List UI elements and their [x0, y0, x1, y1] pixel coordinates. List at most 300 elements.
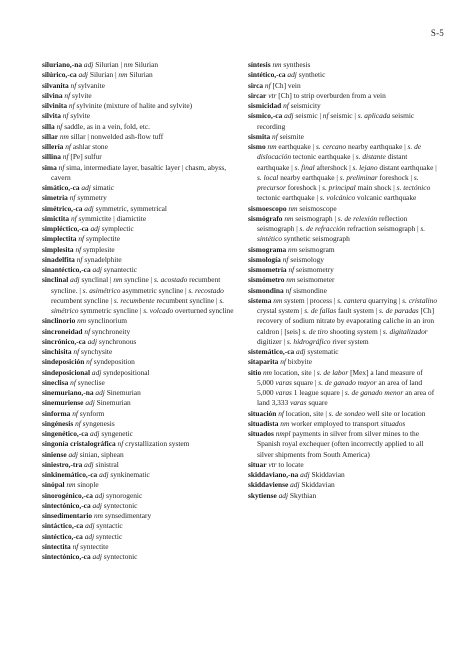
entry-text: volcanic earthquake: [355, 193, 417, 203]
dictionary-entry: [42, 132, 234, 142]
entry-italic-text: adj: [88, 224, 100, 233]
entry-text: bixbyite: [286, 357, 313, 367]
dictionary-entry: [42, 419, 234, 429]
entry-headword: situar: [248, 459, 267, 469]
dictionary-entry: [248, 265, 440, 275]
entry-italic-text: adj: [97, 470, 109, 479]
entry-headword: silvita: [42, 111, 61, 121]
entry-italic-text: nf: [60, 152, 69, 162]
dictionary-entry: [248, 286, 440, 296]
dictionary-entry: [42, 460, 234, 470]
dictionary-entry: [42, 183, 234, 193]
entry-headword: sismicidad: [248, 101, 282, 110]
entry-text: tectonic earthquake |: [291, 152, 356, 162]
entry-italic-text: s. de dislocación: [257, 142, 422, 162]
entry-italic-text: nf: [67, 193, 76, 203]
dictionary-entry: [42, 265, 234, 275]
dictionary-entry: [42, 429, 234, 439]
dictionary-entry: [248, 91, 440, 101]
entry-text: [Pe] sulfur: [68, 152, 102, 162]
entry-text: worker employed to transport: [289, 418, 381, 428]
entry-italic-text: adj: [90, 265, 102, 274]
entry-text: recumbent syncline |: [154, 295, 220, 305]
entry-text: sylvite: [68, 111, 91, 121]
entry-headword: sitaparita: [248, 357, 279, 367]
entry-headword: simetría: [42, 193, 68, 203]
entry-italic-text: nf: [54, 121, 63, 131]
entry-text: 1 league square |: [291, 388, 345, 397]
entry-italic-text: s. lejano: [352, 162, 378, 172]
entry-headword: sima: [42, 162, 57, 172]
entry-text: syntectonic: [101, 500, 138, 510]
entry-text: systematic: [305, 347, 339, 356]
dictionary-entry: [42, 70, 234, 80]
entry-text: syneclise: [75, 377, 105, 387]
entry-italic-text: s. recostado: [188, 285, 224, 295]
entry-italic-text: nm: [265, 142, 277, 151]
entry-text: square |: [291, 377, 319, 387]
entry-headword: sinorogénico,-ca: [42, 490, 93, 500]
entry-italic-text: s. local: [257, 172, 279, 182]
entry-headword: sismita: [248, 131, 271, 141]
entry-italic-text: adj: [82, 459, 94, 469]
dictionary-entry: [42, 409, 234, 419]
entry-text: simatic: [90, 183, 115, 192]
entry-headword: sillina: [42, 152, 61, 162]
entry-text: distant earthquake |: [257, 152, 408, 172]
dictionary-entry: [42, 337, 234, 347]
entry-italic-text: nf: [73, 244, 82, 254]
entry-headword: sismometría: [248, 265, 287, 274]
entry-text: quarrying |: [366, 295, 403, 305]
entry-text: symplectite: [84, 234, 121, 244]
dictionary-entry: [248, 357, 440, 367]
entry-italic-text: s. cantera: [337, 295, 367, 305]
entry-headword: sinemuriense: [42, 398, 84, 408]
dictionary-entry: [248, 142, 440, 204]
dictionary-entry: [42, 368, 234, 378]
entry-headword: simétrico,-ca: [42, 203, 83, 213]
dictionary-entry: [42, 511, 234, 521]
entry-italic-text: adj: [276, 490, 289, 500]
entry-italic-text: vtr: [266, 459, 277, 469]
entry-headword: sismología: [248, 254, 281, 264]
entry-italic-text: nm: [284, 275, 296, 285]
entry-italic-text: s. sintético: [257, 224, 426, 244]
entry-headword: sinópal: [42, 480, 65, 490]
entry-headword: sinclinorio: [42, 316, 76, 326]
dictionary-entry: [42, 255, 234, 265]
entry-italic-text: s. de ganado menor: [344, 388, 404, 397]
dictionary-entry: [42, 480, 234, 490]
entry-text: symmetry: [75, 193, 107, 203]
entry-headword: sinchisita: [42, 347, 72, 356]
entry-italic-text: s. de labor: [316, 367, 349, 377]
entry-text: fault system |: [336, 306, 380, 315]
entry-text: nearby earthquake |: [278, 172, 340, 182]
entry-text: Silurian: [132, 60, 159, 69]
entry-headword: sinclinal: [42, 275, 69, 285]
entry-headword: sitio: [248, 367, 262, 377]
entry-italic-text: adj: [68, 275, 80, 285]
entry-italic-text: s. final: [294, 162, 315, 172]
entry-text: seismicity: [288, 101, 321, 110]
entry-text: location, site |: [283, 408, 329, 418]
entry-text: synorogenic: [104, 490, 143, 500]
entry-text: an area of land 3,333: [257, 388, 435, 408]
entry-text: sylvanite: [76, 80, 105, 90]
entry-italic-text: nf: [74, 254, 83, 264]
entry-italic-text: adj: [90, 367, 102, 377]
entry-text: seismic |: [328, 111, 358, 121]
entry-text: seismoscope: [297, 203, 337, 213]
entry-italic-text: nf: [286, 265, 295, 274]
dictionary-entry: [42, 163, 234, 184]
entry-text: Sinemurian: [104, 388, 141, 397]
entry-italic-text: s. de paradas: [379, 306, 419, 315]
entry-text: recumbent syncline. |: [51, 275, 221, 295]
entry-headword: sindeposicional: [42, 367, 91, 377]
dictionary-entry: [42, 521, 234, 531]
entry-italic-text: adj: [282, 111, 294, 121]
entry-headword: sincroneidad: [42, 326, 83, 336]
entry-text: synchronous: [97, 336, 137, 346]
entry-italic-text: nf: [68, 377, 76, 387]
entry-italic-text: nf: [63, 142, 71, 151]
entry-italic-text: adj: [285, 70, 297, 80]
dictionary-entry: [42, 388, 234, 398]
dictionary-entry: [42, 111, 234, 121]
entry-text: seismic |: [293, 111, 323, 121]
entry-italic-text: varas: [290, 398, 307, 408]
entry-text: seismite: [277, 131, 304, 141]
dictionary-entry: [248, 480, 440, 490]
entry-italic-text: s. de ganado mayor: [318, 377, 377, 387]
entry-italic-text: nm: [286, 244, 298, 254]
entry-italic-text: s. volcado: [143, 306, 174, 315]
entry-italic-text: s. de tiro: [302, 326, 329, 336]
entry-italic-text: nm: [118, 70, 128, 80]
entry-text: [Ch] recovery of sodium nitrate by evaporating caliche in an iron caldron | [seis]: [257, 306, 435, 336]
entry-italic-text: nm: [58, 131, 69, 141]
dictionary-entry: [42, 439, 234, 449]
entry-text: earthquake |: [276, 142, 317, 151]
entry-text: syncline |: [122, 275, 155, 285]
entry-italic-text: nf: [67, 101, 75, 110]
entry-headword: sísmico,-ca: [248, 111, 283, 121]
entry-italic-text: s. precursor: [257, 172, 419, 192]
entry-text: tectonic earthquake |: [257, 193, 320, 203]
entry-text: well site or location: [365, 408, 426, 418]
entry-headword: sindeposición: [42, 357, 85, 367]
entry-italic-text: nf: [70, 408, 78, 418]
entry-text: synform: [77, 408, 105, 418]
entry-italic-text: nf: [71, 347, 80, 356]
entry-italic-text: s. simétrico: [51, 295, 225, 315]
entry-text: Skiddavian: [309, 470, 345, 479]
entry-text: seismometer: [295, 275, 335, 285]
entry-headword: sintáctico,-ca: [42, 521, 84, 531]
entry-italic-text: nf: [270, 131, 278, 141]
dictionary-entry: [42, 60, 234, 70]
entry-headword: sinadelfita: [42, 254, 75, 264]
dictionary-entry: [248, 111, 440, 132]
dictionary-entry: [42, 450, 234, 460]
entry-italic-text: adj: [66, 449, 78, 459]
entry-italic-text: nm: [123, 60, 133, 69]
entry-headword: sintéctico,-ca: [42, 531, 83, 541]
entry-text: seismology: [288, 254, 324, 264]
dictionary-entry: [42, 81, 234, 91]
entry-text: synantectic: [101, 265, 138, 274]
entry-italic-text: adj: [76, 70, 88, 80]
dictionary-entry: [42, 347, 234, 357]
page-number: S-5: [430, 28, 444, 38]
entry-text: seismograph |: [293, 213, 338, 223]
entry-headword: sismondina: [248, 285, 284, 295]
entry-headword: silvinita: [42, 101, 68, 110]
dictionary-entry: [248, 429, 440, 460]
entry-text: payments in silver from silver mines to the Spanish royal exchequer (often incorrectly applied to all silver shipments from South America): [257, 429, 424, 459]
entry-text: syndepositional: [101, 367, 150, 377]
dictionary-entry: [42, 234, 234, 244]
entry-headword: simictita: [42, 213, 70, 223]
dictionary-entry: [248, 409, 440, 419]
entry-italic-text: s. cercano: [316, 142, 347, 151]
entry-italic-text: nf: [84, 357, 92, 367]
entry-italic-text: nm: [92, 511, 103, 520]
entry-text: distant earthquake |: [377, 162, 437, 172]
entry-italic-text: nf: [62, 90, 71, 100]
dictionary-entry: [42, 275, 234, 316]
entry-headword: silvina: [42, 90, 63, 100]
entry-headword: sismómetro: [248, 275, 285, 285]
entry-italic-text: s. volcánico: [319, 193, 356, 203]
entry-italic-text: nf: [69, 213, 77, 223]
dictionary-entry: [248, 368, 440, 409]
entry-italic-text: adj: [88, 429, 100, 438]
entry-italic-text: varas: [275, 377, 292, 387]
entry-text: shooting system |: [328, 326, 383, 336]
entry-italic-text: adj: [93, 388, 105, 397]
entry-italic-text: nf: [56, 162, 65, 172]
entry-text: [Ch] to strip overburden from a vein: [276, 90, 386, 100]
dictionary-entry: [42, 316, 234, 326]
entry-headword: sinforma: [42, 408, 71, 418]
entry-text: square: [306, 398, 328, 408]
entry-text: foreshock |: [285, 183, 323, 192]
entry-text: recumbent syncline |: [51, 295, 114, 305]
dictionary-entry: [42, 532, 234, 542]
entry-text: foreshock |: [377, 172, 414, 182]
entry-headword: sismo: [248, 142, 266, 151]
entry-text: synadelphite: [82, 254, 122, 264]
entry-text: synclinorium: [86, 316, 128, 326]
entry-text: syngenesis: [80, 418, 115, 428]
entry-text: syntactic: [94, 521, 123, 531]
dictionary-entry: [248, 419, 440, 429]
entry-italic-text: s. distante: [355, 152, 386, 162]
entry-headword: siniense: [42, 449, 67, 459]
entry-italic-text: nm: [286, 203, 298, 213]
entry-headword: sistema: [248, 295, 272, 305]
entry-italic-text: adj: [90, 552, 102, 561]
entry-headword: situadista: [248, 418, 279, 428]
entry-headword: sintectita: [42, 541, 71, 551]
dictionary-entry: [42, 357, 234, 367]
entry-text: synclinal |: [79, 275, 114, 285]
entry-italic-text: s. principal: [322, 183, 356, 192]
entry-headword: sineclisa: [42, 377, 69, 387]
entry-italic-text: nm: [282, 213, 294, 223]
entry-italic-text: adj: [90, 500, 102, 510]
entry-text: symmetric, symmetrical: [93, 203, 167, 213]
dictionary-entry: [42, 491, 234, 501]
entry-italic-text: vtr: [266, 90, 277, 100]
entry-italic-text: nf: [322, 111, 329, 121]
entry-headword: silla: [42, 121, 55, 131]
entry-text: synsedimentary: [102, 511, 152, 520]
entry-italic-text: adj: [288, 480, 300, 490]
entry-text: synchroneity: [90, 326, 131, 336]
entry-text: symmictite | diamictite: [76, 213, 147, 223]
entry-text: asymmetric syncline |: [120, 285, 189, 295]
entry-italic-text: nf: [82, 326, 91, 336]
entry-text: [Mex] a land measure of 5,000: [257, 367, 423, 387]
entry-text: Sinemurian: [94, 398, 131, 408]
entry-text: synthesis: [281, 60, 311, 69]
entry-text: syngenetic: [99, 429, 133, 438]
entry-headword: sistemático,-ca: [248, 347, 295, 356]
dictionary-entry: [42, 204, 234, 214]
dictionary-entry: [42, 501, 234, 511]
dictionary-entry: [248, 347, 440, 357]
entry-headword: sillar: [42, 131, 59, 141]
entry-italic-text: adj: [82, 203, 94, 213]
entry-italic-text: nf: [70, 541, 79, 551]
entry-italic-text: nf: [281, 101, 289, 110]
dictionary-entry: [248, 81, 440, 91]
entry-italic-text: adj: [79, 183, 91, 192]
entry-text: seismic recording: [257, 111, 415, 131]
entry-italic-text: s. de fallas: [304, 306, 337, 315]
entry-text: ashlar stone: [70, 142, 108, 151]
entry-italic-text: s. preliminar: [339, 172, 378, 182]
entry-headword: sintectónico,-ca: [42, 552, 91, 561]
entry-headword: sismograma: [248, 244, 287, 254]
dictionary-entry: [42, 542, 234, 552]
entry-italic-text: s. digitalizador: [382, 326, 428, 336]
entry-headword: sismoescopo: [248, 203, 287, 213]
entry-headword: sinkinemático,-ca: [42, 470, 98, 479]
dictionary-entry: [248, 60, 440, 70]
entry-text: symplesite: [81, 244, 115, 254]
entry-text: synchysite: [79, 347, 113, 356]
entry-text: sismondine: [291, 285, 327, 295]
entry-text: river system: [330, 336, 369, 346]
entry-text: seismogram: [297, 244, 335, 254]
dictionary-entry: [248, 255, 440, 265]
dictionary-entry: [42, 398, 234, 408]
dictionary-entry: [42, 327, 234, 337]
entry-text: syntectic: [94, 531, 123, 541]
entry-italic-text: nf: [263, 80, 271, 90]
entry-headword: skytiense: [248, 490, 277, 500]
entry-italic-text: nmpl: [273, 429, 291, 438]
entry-italic-text: s. asimétrico: [82, 285, 121, 295]
entry-italic-text: s. recumbente: [113, 295, 155, 305]
dictionary-entry: [248, 101, 440, 111]
dictionary-entry: [42, 91, 234, 101]
entry-italic-text: adj: [83, 521, 95, 531]
entry-text: saddle, as in a vein, fold, etc.: [62, 121, 150, 131]
entry-headword: simpléctico,-ca: [42, 224, 89, 233]
entry-text: synthetic: [296, 70, 326, 80]
entry-text: Silurian |: [87, 70, 119, 80]
entry-text: refraction seismograph |: [345, 224, 421, 233]
entry-italic-text: adj: [298, 470, 310, 479]
entry-headword: sinsedimentario: [42, 511, 93, 520]
dictionary-entry: [248, 470, 440, 480]
entry-italic-text: nf: [68, 80, 77, 90]
entry-text: sinian, siphean: [77, 449, 124, 459]
dictionary-entry: [42, 214, 234, 224]
entry-text: sinistral: [93, 459, 119, 469]
entry-headword: sircar: [248, 90, 267, 100]
entry-text: Skiddavian: [299, 480, 335, 490]
dictionary-entry: [42, 470, 234, 480]
entry-text: symmetric syncline |: [78, 306, 144, 315]
entry-text: location, site |: [272, 367, 317, 377]
entry-text: Silurian: [127, 70, 153, 80]
entry-italic-text: nf: [76, 234, 85, 244]
entry-text: Silurian |: [93, 60, 124, 69]
entry-text: sylvite: [70, 90, 92, 100]
left-column: [42, 60, 234, 562]
entry-headword: siniestro,-tra: [42, 459, 83, 469]
entry-headword: sintético,-ca: [248, 70, 286, 80]
dictionary-entry: [248, 204, 440, 214]
entry-headword: singenético,-ca: [42, 429, 89, 438]
dictionary-entry: [42, 101, 234, 111]
entry-headword: singonía cristalográfica: [42, 439, 116, 449]
dictionary-entry: [248, 296, 440, 347]
entry-headword: skiddaviano,-na: [248, 470, 299, 479]
entry-italic-text: s. hidrográfico: [286, 336, 331, 346]
dictionary-entry: [248, 491, 440, 501]
entry-text: [Ch] vein: [270, 80, 301, 90]
entry-italic-text: varas: [275, 388, 292, 397]
entry-text: system | process |: [282, 295, 338, 305]
entry-italic-text: nf: [283, 285, 292, 295]
entry-headword: silvanita: [42, 80, 69, 90]
entry-text: an area of land 5,000: [257, 377, 423, 397]
dictionary-entry: [42, 245, 234, 255]
entry-italic-text: nf: [276, 408, 284, 418]
dictionary-entry: [42, 378, 234, 388]
entry-headword: singénesis: [42, 418, 74, 428]
entry-text: sylvinite (mixture of halite and sylvite): [74, 101, 193, 110]
entry-italic-text: s. de relexión: [337, 213, 378, 223]
entry-text: main shock |: [355, 183, 397, 192]
entry-text: crystallization system: [123, 439, 190, 449]
entry-italic-text: s. tectónico: [396, 183, 431, 192]
entry-headword: sincrónico,-ca: [42, 336, 86, 346]
entry-text: overturned syncline: [173, 306, 234, 315]
entry-text: synkinematic: [108, 470, 150, 479]
entry-italic-text: nm: [75, 316, 87, 326]
entry-italic-text: s. acostado: [154, 275, 188, 285]
